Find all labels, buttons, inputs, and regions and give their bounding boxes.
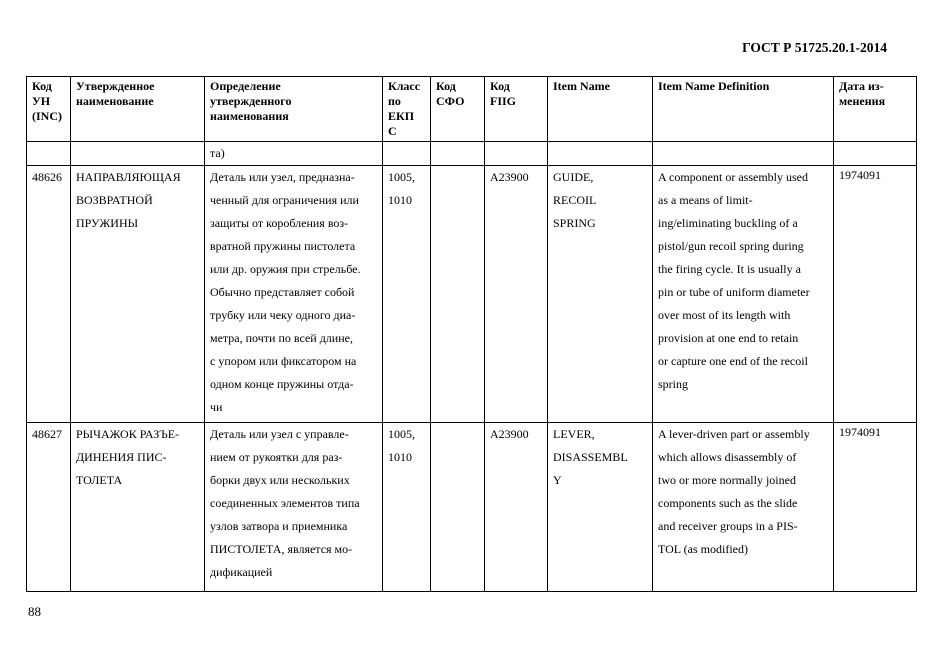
col-header-fiig: Код FIIG: [485, 77, 548, 142]
page-number: 88: [28, 604, 41, 619]
approved-name-cell: РЫЧАЖОК РАЗЪЕ- ДИНЕНИЯ ПИС- ТОЛЕТА: [71, 423, 205, 592]
change-date-cell: 1974091: [834, 166, 917, 423]
col-header-sfo: Код СФО: [431, 77, 485, 142]
inc-cell: 48627: [27, 423, 71, 592]
col-header-definition: Определение утвержденного наименования: [205, 77, 383, 142]
class-cell: 1005, 1010: [383, 166, 431, 423]
standard-designation: ГОСТ Р 51725.20.1-2014: [742, 40, 887, 55]
item-name-cell: LEVER, DISASSEMBL Y: [548, 423, 653, 592]
col-header-approved-name: Утвержденное наименование: [71, 77, 205, 142]
nomenclature-table: [26, 76, 917, 592]
item-name-cell: GUIDE, RECOIL SPRING: [548, 166, 653, 423]
fiig-cell: A23900: [485, 166, 548, 423]
table-row: [27, 166, 917, 423]
sfo-cell: [431, 423, 485, 592]
change-date-cell: 1974091: [834, 423, 917, 592]
definition-continuation: та): [205, 142, 383, 166]
inc-cell: 48626: [27, 166, 71, 423]
table-row: [27, 423, 917, 592]
class-cell: 1005, 1010: [383, 423, 431, 592]
definition-cell: Деталь или узел, предназна- ченный для ограничения или защиты от коробления воз- вратной пружины пистолета или др. оружия при стрельбе. Обычно представляет собой трубку или чеку одного диа- метра, почти по всей длине, с упором или фиксатором на одном конце пружины отда- чи: [205, 166, 383, 423]
definition-cell: Деталь или узел с управле- нием от рукоятки для раз- борки двух или нескольких соединенных элементов типа узлов затвора и приемника ПИСТОЛЕТА, является мо- дификацией: [205, 423, 383, 592]
table-header-row: [27, 77, 917, 142]
item-definition-cell: A component or assembly used as a means of limit- ing/eliminating buckling of a pistol/gun recoil spring during the firing cycle. It is usually a pin or tube of uniform diameter over most of its length with provision at one end to retain or capture one end of the recoil spring: [653, 166, 834, 423]
fiig-cell: A23900: [485, 423, 548, 592]
col-header-class: Класс по ЕКП С: [383, 77, 431, 142]
sfo-cell: [431, 166, 485, 423]
approved-name-cell: НАПРАВЛЯЮЩАЯ ВОЗВРАТНОЙ ПРУЖИНЫ: [71, 166, 205, 423]
col-header-inc: Код УН (INC): [27, 77, 71, 142]
col-header-change-date: Дата из- менения: [834, 77, 917, 142]
continuation-row: [27, 142, 917, 166]
col-header-item-name: Item Name: [548, 77, 653, 142]
item-definition-cell: A lever-driven part or assembly which allows disassembly of two or more normally joined components such as the slide and receiver groups in a PIS- TOL (as modified): [653, 423, 834, 592]
col-header-item-definition: Item Name Definition: [653, 77, 834, 142]
